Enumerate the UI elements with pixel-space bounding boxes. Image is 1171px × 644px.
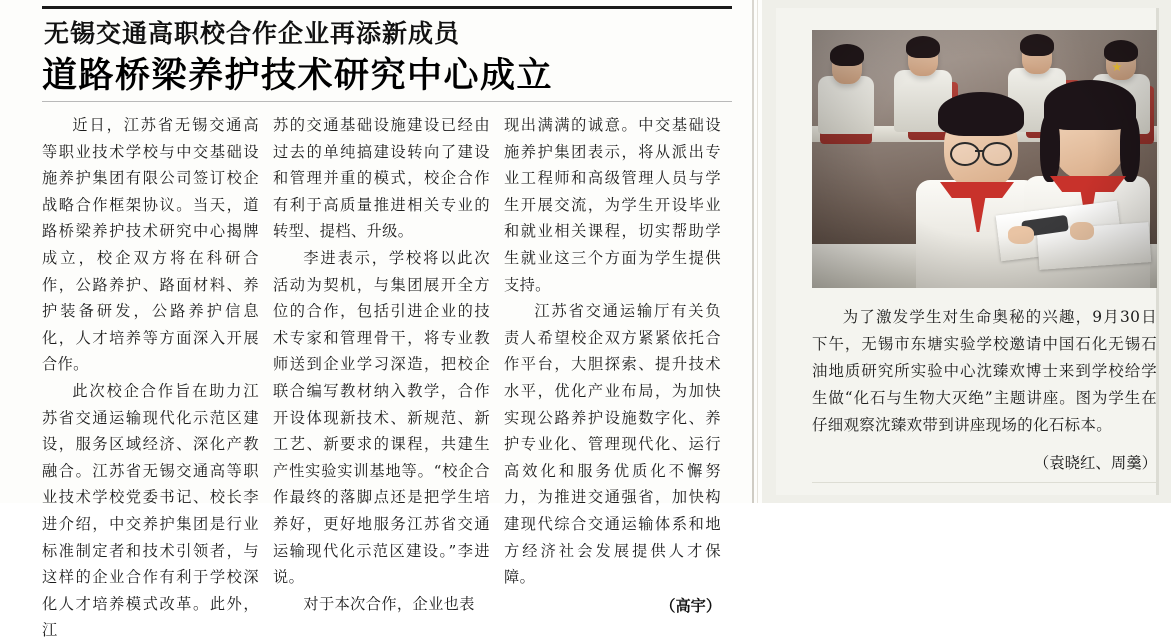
- paragraph: 近日，江苏省无锡交通高等职业技术学校与中交基础设施养护集团有限公司签订校企战略合作框架协议。当天，道路桥梁养护技术研究中心揭牌成立，校企双方将在科研合作，公路养护、路面材料、养护装备研发，公路养护信息化，人才培养等方面深入开展合作。: [42, 116, 259, 374]
- paragraph: 现出满满的诚意。中交基础设施养护集团表示，将从派出专业工程师和高级管理人员与学生开展交流，为学生开设毕业和就业相关课程，切实帮助学生就业这三个方面为学生提供支持。: [504, 116, 721, 294]
- top-rule: [42, 6, 732, 9]
- sidebar-inner: [776, 8, 1159, 495]
- students-observing-fossil-specimen-photo: [812, 30, 1157, 288]
- sidebar-panel: [762, 0, 1171, 503]
- article-column-1: [42, 112, 259, 640]
- photo-caption-byline: （袁晓红、周羹）: [1033, 454, 1157, 472]
- sidebar-bottom-rule: [812, 482, 1157, 483]
- photo-vignette: [812, 30, 1157, 288]
- column-divider-hairline: [757, 0, 758, 503]
- paragraph: 江苏省交通运输厅有关负责人希望校企双方紧紧依托合作平台，大胆探索、提升技术水平，优化产业布局，为加快实现公路养护设施数字化、养护专业化、管理现代化、运行高效化和服务优质化不懈努力，为推进交通强省，加快构建现代综合交通运输体系和地方经济社会发展提供人才保障。: [504, 302, 721, 587]
- column-divider: [752, 0, 754, 503]
- article-headline: 道路桥梁养护技术研究中心成立: [42, 55, 554, 96]
- article-column-3: [504, 112, 721, 615]
- paragraph: 苏的交通基础设施建设已经由过去的单纯搞建设转向了建设和管理并重的模式，校企合作有利于高质量推进相关专业的转型、提档、升级。: [273, 116, 490, 241]
- article-columns: [42, 112, 742, 640]
- sidebar-caption-block: [812, 304, 1157, 473]
- paragraph: 对于本次合作，企业也表: [303, 594, 475, 613]
- article-subheadline: 无锡交通高职校合作企业再添新成员: [44, 19, 461, 48]
- paragraph: 此次校企合作旨在助力江苏省交通运输现代化示范区建设，服务区域经济、深化产教融合。江苏省无锡交通高等职业技术学校党委书记、校长李进介绍，中交养护集团是行业标准制定者和技术引领者，与这样的企业合作有利于学校深化人才培养模式改革。此外，江: [42, 381, 259, 640]
- photo-caption: 为了激发学生对生命奥秘的兴趣，9月30日下午，无锡市东塘实验学校邀请中国石化无锡石油地质研究所实验中心沈臻欢博士来到学校给学生做“化石与生物大灭绝”主题讲座。图为学生在仔细观察沈臻欢带到讲座现场的化石标本。: [812, 308, 1157, 434]
- main-article: [14, 0, 742, 640]
- article-byline: （高宇）: [660, 596, 721, 615]
- article-column-2: [273, 112, 490, 613]
- headline-divider: [42, 101, 732, 102]
- paragraph: 李进表示，学校将以此次活动为契机，与集团展开全方位的合作，包括引进企业的技术专家和管理骨干，将专业教师送到企业学习深造，把校企联合编写教材纳入教学，合作开设体现新技术、新规范、新工艺、新要求的课程，共建生产性实验实训基地等。“校企合作最终的落脚点还是把学生培养好，更好地服务江苏省交通运输现代化示范区建设。”李进说。: [273, 248, 490, 587]
